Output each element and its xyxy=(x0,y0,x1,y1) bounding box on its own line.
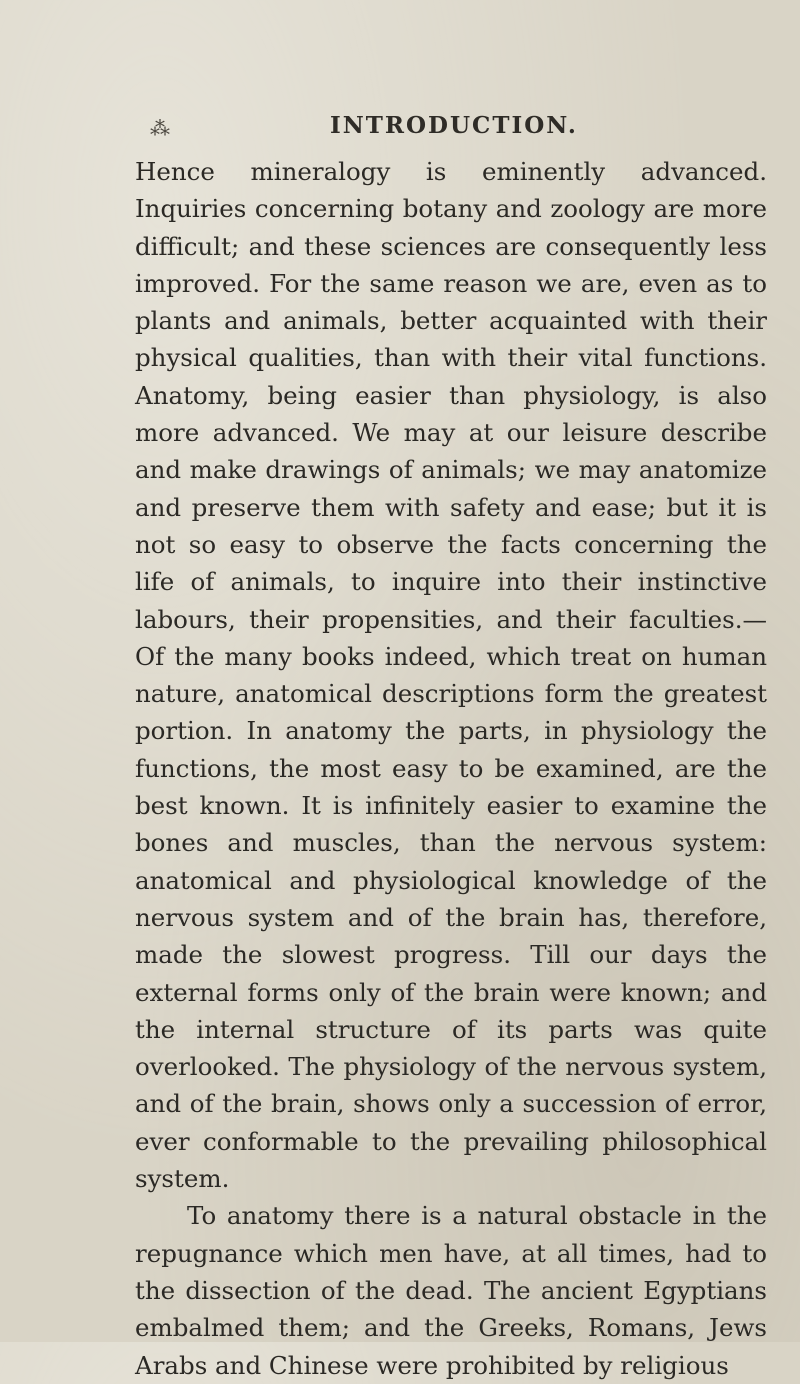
ornament-icon: ⁂ xyxy=(150,116,170,140)
paragraph: To anatomy there is a natural obstacle in the repugnance which men have, at all times, had to the dissection of the dead. The ancient Egyptians embalmed them; and the Greeks, Romans, Jews Arabs and Chinese were prohibited by religious xyxy=(135,1201,767,1380)
page-title: INTRODUCTION. xyxy=(330,112,578,139)
running-head xyxy=(0,110,800,150)
paragraph: Hence mineralogy is eminently advanced. Inquiries concerning botany and zoology are more difficult; and these sciences are consequently less improved. For the same reason we are, even as to plants and animals, better acquainted with their physical qualities, than with their vital functions. Anatomy, being easier than physiology, is also more advanced. We may at our leisure describe and make drawings of animals; we may anatomize and preserve them with safety and ease; but it is not so easy to observe the facts concerning the life of animals, to inquire into their instinctive labours, their propensities, and their faculties.—Of the many books indeed, which treat on human nature, anatomical descriptions form the greatest portion. In anatomy the parts, in physiology the functions, the most easy to be examined, are the best known. It is infinitely easier to examine the bones and muscles, than the nervous system: anatomical and physiological knowledge of the nervous system and of the brain has, therefore, made the slowest progress. Till our days the external forms only of the brain were known; and the internal structure of its parts was quite overlooked. The physiology of the nervous system, and of the brain, shows only a succession of error, ever conformable to the prevailing philosophical system. xyxy=(135,157,767,1194)
body-text xyxy=(135,153,767,1384)
